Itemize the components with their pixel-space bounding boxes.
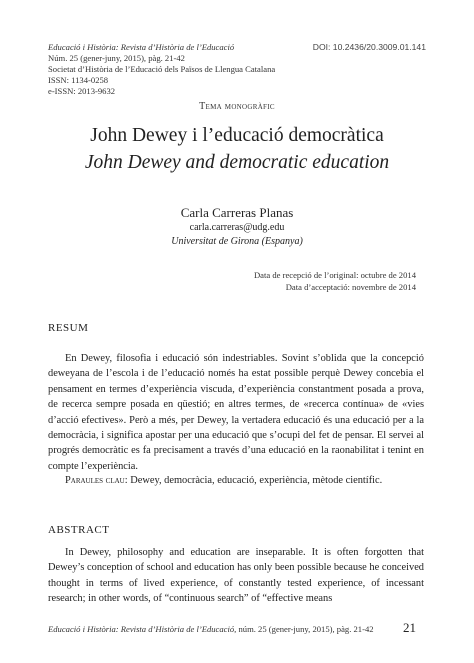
keywords-text: Dewey, democràcia, educació, experiència, mètode científic. bbox=[130, 475, 383, 486]
abstract-paragraph: In Dewey, philosophy and education are inseparable. It is often forgotten that Dewey’s conception of school and education has only been possible because he conceived thought in terms of lived experience, of constantly tested experience, of incessant research; in other words, of “continuous search” of “effective means bbox=[48, 547, 424, 605]
date-accepted: Data d’acceptació: novembre de 2014 bbox=[285, 281, 416, 292]
footer-journal: Educació i Història: Revista d’Història de l’Educació, bbox=[48, 624, 237, 634]
footer-issue: núm. 25 (gener-juny, 2015), pàg. 21-42 bbox=[238, 624, 374, 634]
journal-issue: Núm. 25 (gener-juny, 2015), pàg. 21-42 bbox=[48, 53, 185, 63]
article-title-english: John Dewey and democratic education bbox=[84, 152, 390, 173]
journal-title: Educació i Història: Revista d’Història de l’Educació bbox=[48, 42, 235, 52]
author-affiliation: Universitat de Girona (Espanya) bbox=[171, 236, 303, 247]
journal-metadata bbox=[48, 42, 275, 97]
keywords bbox=[48, 475, 428, 486]
journal-eissn: e-ISSN: 2013-9632 bbox=[48, 86, 116, 96]
date-received: Data de recepció de l’original: octubre de 2014 bbox=[253, 270, 416, 280]
article-dates bbox=[254, 270, 416, 293]
article-title-catalan: John Dewey i l’educació democràtica bbox=[90, 125, 384, 146]
author-email: carla.carreras@udg.edu bbox=[189, 222, 285, 233]
keywords-label: Paraules clau: bbox=[65, 475, 128, 486]
page-footer bbox=[48, 624, 374, 634]
page-number: 21 bbox=[403, 620, 416, 635]
resum-heading: RESUM bbox=[48, 322, 89, 334]
author-name: Carla Carreras Planas bbox=[180, 205, 294, 220]
journal-society: Societat d’Història de l’Educació dels Països de Llengua Catalana bbox=[48, 64, 276, 74]
resum-paragraph: En Dewey, filosofia i educació són indestriables. Sovint s’oblida que la concepció deweyana de l’escola i de l’educació només ha estat possible perquè Dewey concebia el pensament en termes d’experiència viscuda, d’experiència constantment posada a prova, de recerca sempre posada en qüestió; en altres termes, de «recerca contínua» de «vies d’acció efectives». Però a més, per Dewey, la vertadera educació és una educació per a la democràcia, i significa apostar per una educació que s’ocupi del fet de pensar. El servei al progrés democràtic es fa precisament a través d’una educació en la raonabilitat i tenint en compte l’experiència. bbox=[48, 353, 424, 472]
journal-issn: ISSN: 1134-0258 bbox=[48, 75, 109, 85]
doi-label: DOI: 10.2436/20.3009.01.141 bbox=[312, 42, 426, 52]
section-type: Tema monogràfic bbox=[199, 101, 275, 112]
abstract-heading: ABSTRACT bbox=[48, 524, 110, 536]
